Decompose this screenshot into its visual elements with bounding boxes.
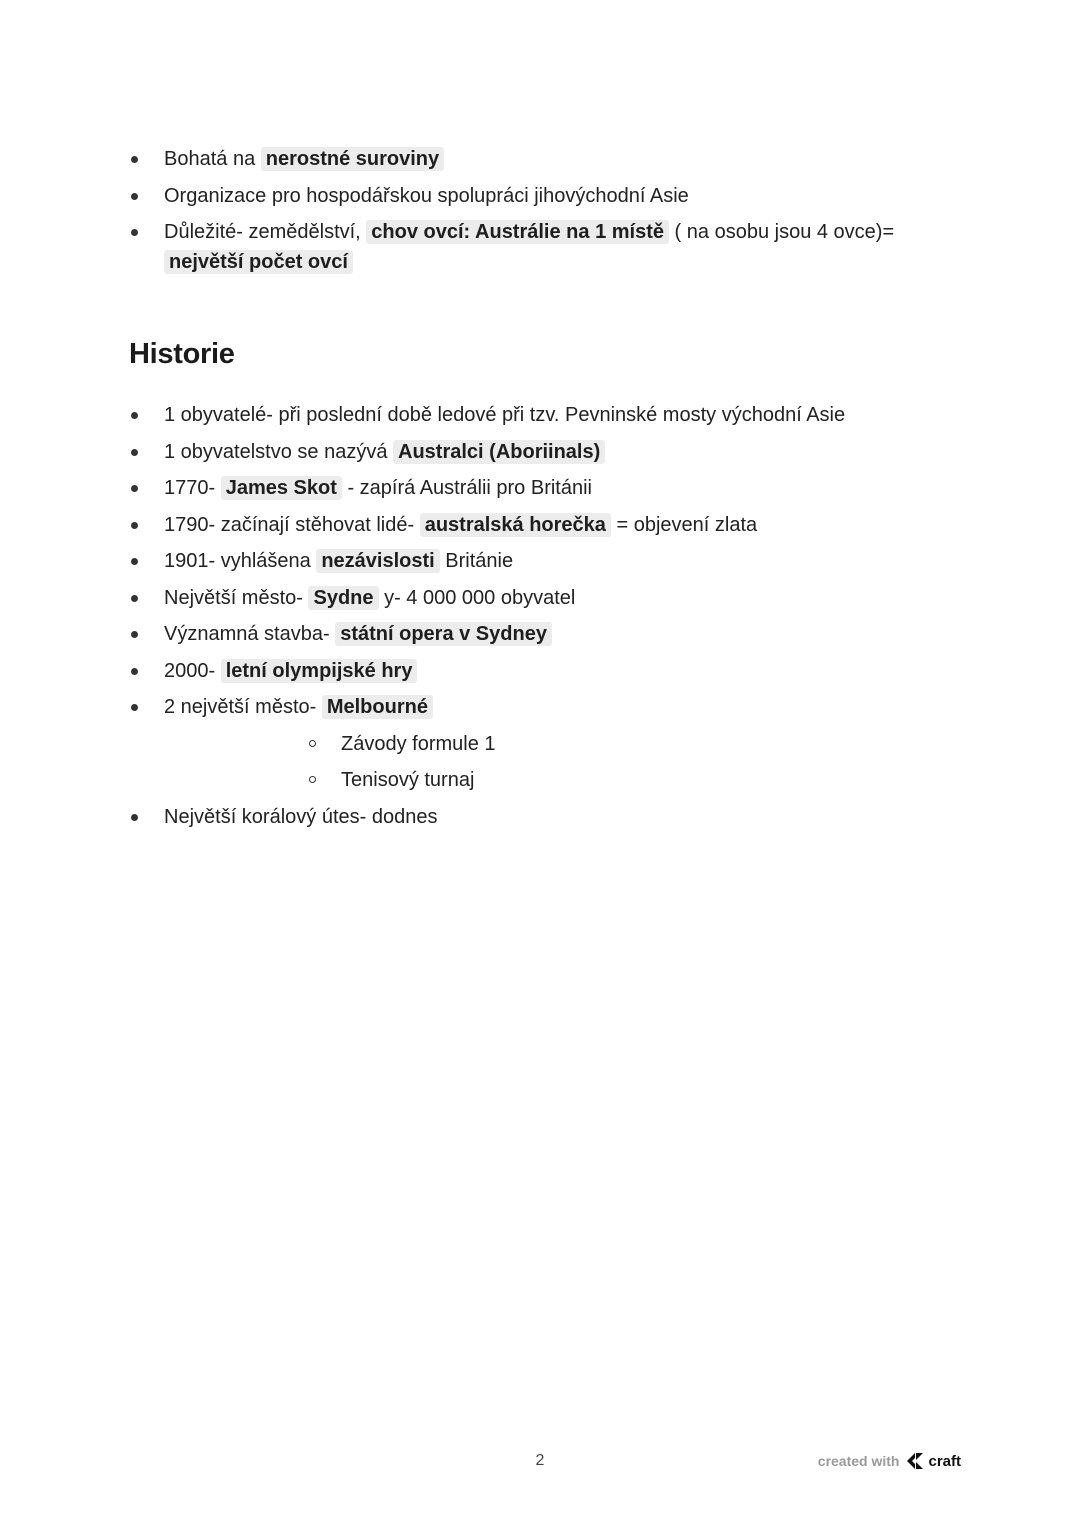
highlighted-text: největší počet ovcí — [164, 250, 353, 274]
list-item-text: 1790- začínají stěhovat lidé- — [164, 513, 420, 536]
list-item-text: ( na osobu jsou 4 ovce)= — [669, 221, 895, 243]
list-item — [0, 473, 1080, 503]
highlighted-text: Sydne — [308, 586, 378, 610]
list-item-text: Významná stavba- — [164, 623, 336, 645]
highlighted-text: Australci (Aboriinals) — [393, 440, 605, 464]
list-item — [0, 692, 1080, 722]
bullet-icon — [131, 558, 138, 565]
list-item — [0, 217, 1080, 277]
list-item — [0, 437, 1080, 467]
page-number: 2 — [535, 1452, 545, 1469]
highlighted-text: státní opera v Sydney — [335, 622, 552, 646]
bullet-icon — [131, 193, 138, 200]
bullet-icon — [131, 631, 138, 638]
bullet-icon — [131, 229, 138, 236]
sub-list-item — [0, 729, 1080, 759]
list-item — [0, 583, 1080, 613]
list-item — [0, 400, 1080, 430]
craft-logo — [905, 1451, 961, 1471]
list-item-text: Důležité- zemědělství, — [164, 221, 367, 243]
list-item-text: 2 největší město- — [164, 696, 322, 718]
list-item — [0, 144, 1080, 174]
highlighted-text: australská horečka — [420, 513, 611, 537]
list-item-text: Británie — [439, 550, 514, 572]
list-item-text: 2000- — [164, 659, 221, 682]
list-item — [0, 510, 1080, 540]
bullet-icon — [131, 668, 138, 675]
list-item-text: Největší korálový útes- dodnes — [164, 805, 438, 828]
list-item-text: 1770- — [164, 477, 221, 499]
footer-brand — [818, 1451, 961, 1471]
craft-logo-icon — [905, 1451, 925, 1471]
highlighted-text: letní olympijské hry — [221, 659, 418, 683]
bullet-list-resources — [0, 144, 1080, 284]
highlighted-text: nezávislosti — [316, 549, 439, 573]
list-item-text: Bohatá na — [164, 148, 261, 170]
list-item-text: = objevení zlata — [610, 513, 758, 536]
sub-list-item-text: Tenisový turnaj — [341, 769, 475, 791]
list-item-text: 1 obyvatelstvo se nazývá — [164, 440, 394, 463]
list-item-text: Organizace pro hospodářskou spolupráci jihovýchodní Asie — [164, 184, 689, 207]
highlighted-text: chov ovcí: Austrálie na 1 místě — [366, 220, 669, 244]
list-item — [0, 546, 1080, 576]
sub-list-item — [0, 765, 1080, 795]
hollow-bullet-icon — [309, 740, 316, 747]
bullet-icon — [131, 704, 138, 711]
bullet-icon — [131, 156, 138, 163]
list-item — [0, 802, 1080, 832]
bullet-list-history — [0, 400, 1080, 838]
highlighted-text: nerostné suroviny — [261, 147, 444, 171]
list-item-text: 1 obyvatelé- při poslední době ledové při tzv. Pevninské mosty východní Asie — [164, 404, 846, 426]
hollow-bullet-icon — [309, 776, 316, 783]
list-item-text: 1901- vyhlášena — [164, 550, 317, 572]
section-heading: Historie — [129, 338, 235, 370]
bullet-icon — [131, 595, 138, 602]
list-item — [0, 181, 1080, 211]
highlighted-text: James Skot — [221, 476, 342, 500]
list-item — [0, 656, 1080, 686]
bullet-icon — [131, 412, 138, 419]
highlighted-text: Melbourné — [322, 695, 433, 719]
bullet-icon — [131, 522, 138, 529]
craft-brand-text: craft — [928, 1452, 961, 1470]
bullet-icon — [131, 449, 138, 456]
bullet-icon — [131, 485, 138, 492]
list-item — [0, 619, 1080, 649]
list-item-text: Největší město- — [164, 586, 309, 609]
created-with-label: created with — [817, 1453, 900, 1469]
list-item-text: - zapírá Austrálii pro Británii — [341, 477, 592, 499]
bullet-icon — [131, 814, 138, 821]
sub-list-item-text: Závody formule 1 — [341, 732, 496, 755]
list-item-text: y- 4 000 000 obyvatel — [378, 586, 576, 609]
